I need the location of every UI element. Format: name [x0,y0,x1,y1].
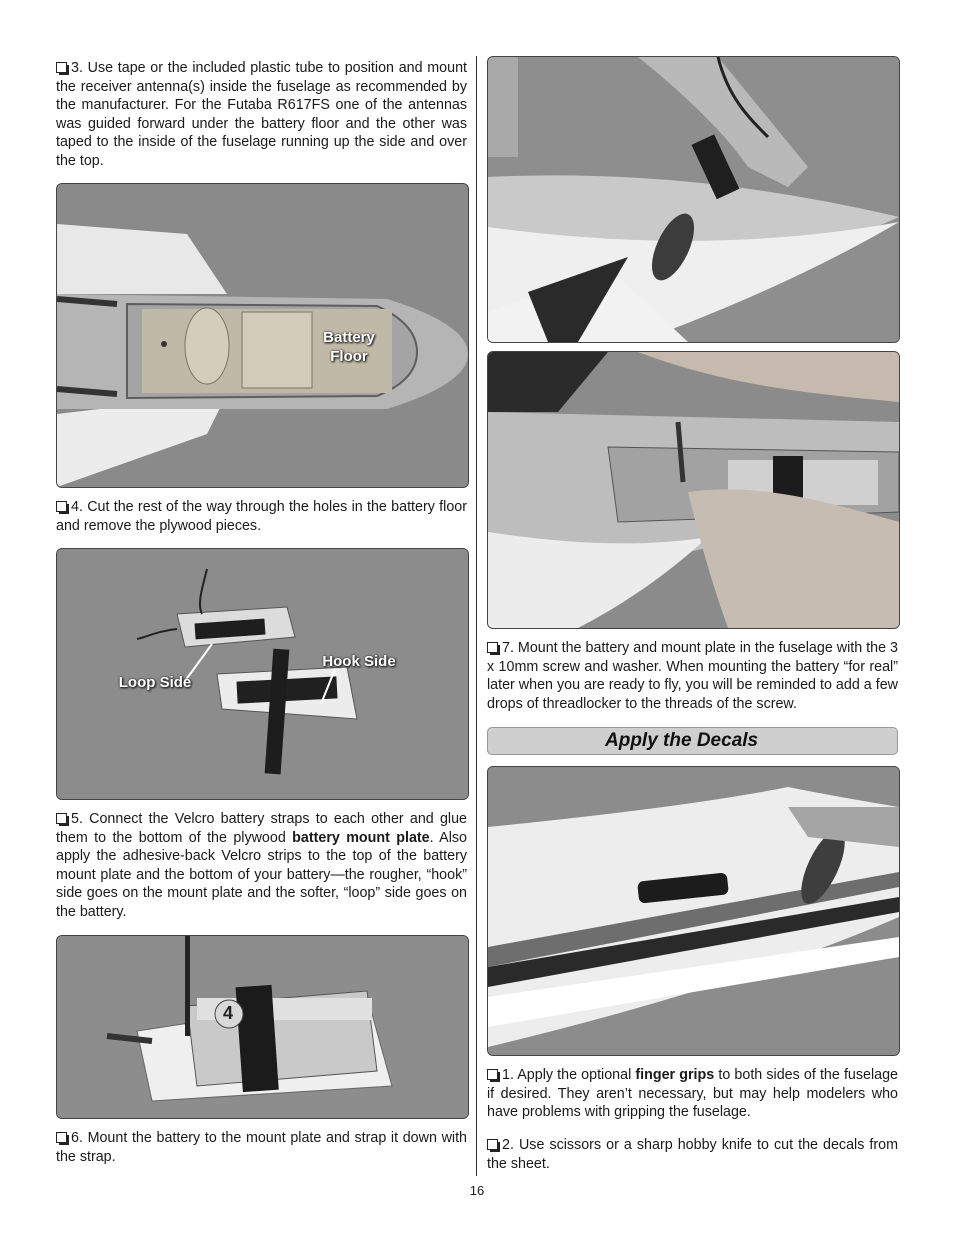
photo-inserting-battery [487,56,900,343]
checkbox-icon[interactable] [56,1132,67,1143]
section-heading-apply-decals [487,727,898,755]
column-divider [476,56,477,1176]
label-hook-side: Hook Side [322,653,396,670]
photo-finger-grips [487,766,900,1056]
page-number: 16 [469,1183,485,1198]
step-4-body: 4. Cut the rest of the way through the holes in the battery floor and remove the plywood pieces. [56,499,467,534]
checkbox-icon[interactable] [56,501,67,512]
step-7-body: 7. Mount the battery and mount plate in the fuselage with the 3 x 10mm screw and washer. When mounting the battery “for real” later when you are ready to fly, you will be reminded to add a few drops of threadlocker to the threads of the screw. [487,640,898,712]
step-7-text [487,639,898,713]
checkbox-icon[interactable] [56,813,67,824]
checkbox-icon[interactable] [487,642,498,653]
photo-battery-mounted [56,935,469,1119]
step-5-bold: battery mount plate [292,829,430,846]
photo-battery-floor [56,183,469,488]
step-5-body: 5. Connect the Velcro battery straps to each other and glue them to the bottom of the plywood [56,811,467,846]
decal-step-1-body-cont: to both sides of the fuselage if desired. They aren’t necessary, but may help modelers who have problems with gripping the fuselage. [487,1067,899,1121]
step-6-text [56,1129,467,1166]
label-battery-floor: Battery Floor [323,329,375,365]
photo-battery-velcro [56,548,469,800]
decal-step-2-text [487,1136,898,1173]
step-3-text [56,59,467,171]
step-4-text [56,498,467,535]
step-5-body-cont: . Also apply the adhesive-back Velcro strips to the top of the battery mount plate and the bottom of your battery—the rougher, “hook” side goes on the mount plate and the softer, “loop” side goes on the battery. [56,829,467,920]
decal-step-1-bold: finger grips [635,1067,715,1083]
checkbox-icon[interactable] [487,1069,498,1080]
photo-screwing-plate [487,351,900,629]
decal-step-1-body: 1. Apply the optional [502,1067,636,1083]
checkbox-icon[interactable] [56,62,67,73]
section-heading-text: Apply the Decals [605,730,759,751]
checkbox-icon[interactable] [487,1139,498,1150]
decal-step-2-body: 2. Use scissors or a sharp hobby knife to cut the decals from the sheet. [487,1137,898,1172]
step-3-body: 3. Use tape or the included plastic tube to position and mount the receiver antenna(s) inside the fuselage as recommended by the manufacturer. For the Futaba R617FS one of the antennas was guided forward under the battery floor and the other was taped to the inside of the fuselage running up the side and over the top. [56,60,467,169]
label-loop-side: Loop Side [118,674,192,691]
label-battery-number: 4 [222,1003,233,1023]
step-5-text [56,810,467,922]
decal-step-1-text [487,1066,898,1122]
step-6-body: 6. Mount the battery to the mount plate and strap it down with the strap. [56,1130,467,1165]
